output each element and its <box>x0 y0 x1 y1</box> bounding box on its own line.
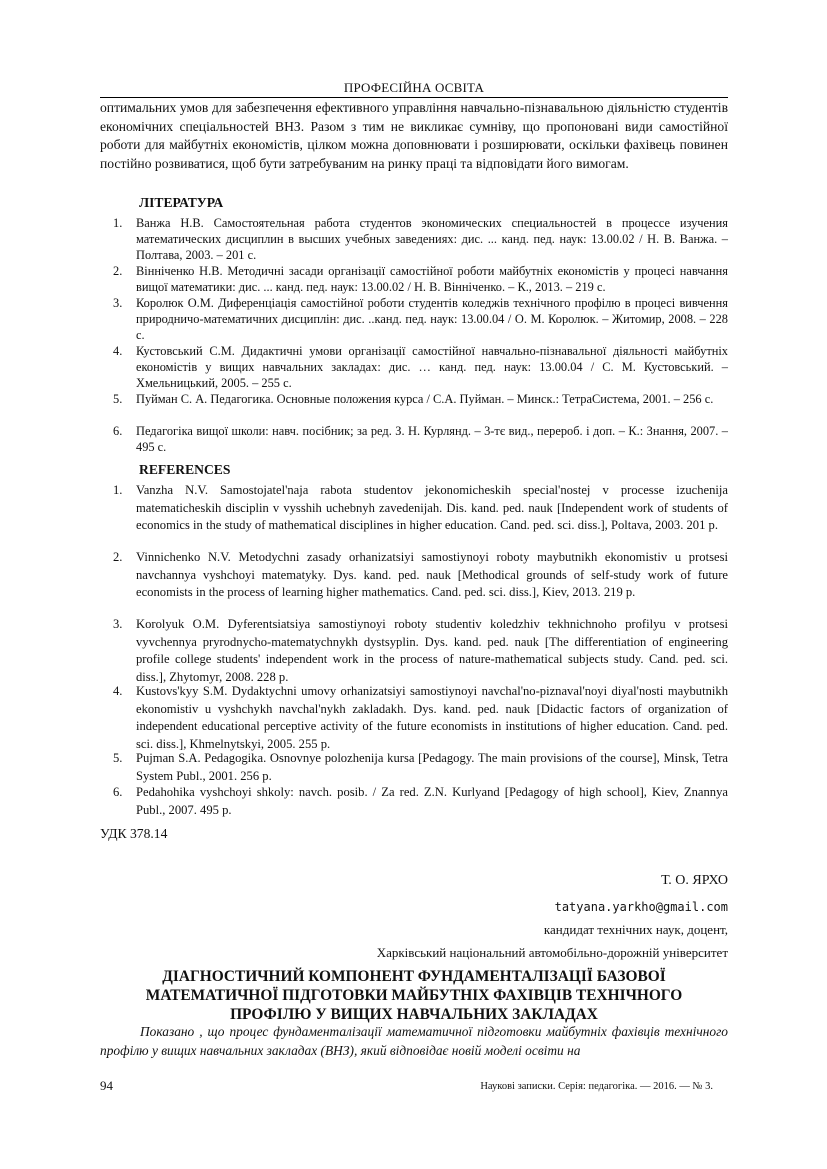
reference-item <box>100 482 728 549</box>
journal-footer: Наукові записки. Серія: педагогіка. — 2016. — № 3. <box>480 1081 713 1092</box>
reference-item-number: 1. <box>113 483 123 497</box>
reference-item-text: Pedahohika vyshchoyi shkoly: navch. posib. / Za red. Z.N. Kurlyand [Pedagogy of high school], Kiev, Znannya Publ., 2007. 495 p. <box>136 785 728 817</box>
literature-item <box>100 263 728 295</box>
page-number: 94 <box>100 1078 113 1093</box>
reference-item-number: 5. <box>113 751 123 765</box>
author-degree: кандидат технічних наук, доцент, <box>543 922 728 937</box>
article-title-line: МАТЕМАТИЧНОЇ ПІДГОТОВКИ МАЙБУТНІХ ФАХІВЦІВ ТЕХНІЧНОГО <box>145 987 683 1004</box>
article-abstract: Показано , що процес фундаменталізації математичної підготовки майбутніх фахівців технічного профілю у вищих навчальних закладах (ВНЗ), який відповідає новій моделі освіти на <box>100 1024 728 1058</box>
reference-item <box>100 750 728 784</box>
reference-item-text: Korolyuk O.M. Dyferentsiatsiya samostiynoyi roboty studentiv koledzhiv tekhnichnoho profilyu v protsesi vyvchennya pryrodnycho-matematychnykh dystsyplin. Dys. kand. ped. nauk [The differentiation of engineering profile college students' independent work in the process of nature-mathematical subjects study. Cand. ped. sci. diss.], Zhytomyr, 2008. 228 p. <box>136 617 728 684</box>
intro-paragraph: оптимальних умов для забезпечення ефективного управління навчально-пізнавальною діяльністю студентів економічних спеціальностей ВНЗ. Разом з тим не викликає сумніву, що пропоновані види самостійної роботи для майбутніх економістів, цілком можна доповнювати і розширювати, оскільки фахівець повинен постійно розвиватися, щоб бути затребуваним на ринку праці та відповідати його вимогам. <box>100 100 728 171</box>
literature-item-number: 4. <box>113 344 123 358</box>
literature-list <box>100 215 728 455</box>
literature-item-text: Королюк О.М. Диференціація самостійної роботи студентів коледжів технічного профілю в процесі вивчення природничо-математичних дисциплін: дис. ..канд. пед. наук: 13.00.04 / О. М. Королюк. – Житомир, 2008. – 228 с. <box>136 296 728 342</box>
literature-item-number: 5. <box>113 392 123 406</box>
literature-item <box>100 343 728 391</box>
literature-item-number: 2. <box>113 264 123 278</box>
literature-item-number: 6. <box>113 424 123 438</box>
author-affiliation: Харківський національний автомобільно-дорожній університет <box>376 945 728 960</box>
literature-heading: ЛІТЕРАТУРА <box>139 195 224 210</box>
literature-item-text: Кустовський С.М. Дидактичні умови організації самостійної навчально-пізнавальної діяльності майбутніх економістів у вищих навчальних закладах: дис. … канд. пед. наук: 13.00.04 / С. М. Кустовський. – Хмельницький, 2005. – 255 с. <box>136 344 728 390</box>
article-title <box>100 967 728 1024</box>
reference-item-number: 4. <box>113 684 123 698</box>
article-title-line: ПРОФІЛЮ У ВИЩИХ НАВЧАЛЬНИХ ЗАКЛАДАХ <box>230 1006 598 1023</box>
header-divider <box>100 97 728 98</box>
author-email[interactable]: tatyana.yarkho@gmail.com <box>554 900 728 914</box>
literature-item-number: 1. <box>113 216 123 230</box>
reference-item-text: Kustovs'kyy S.M. Dydaktychni umovy orhanizatsiyi samostiynoyi navchal'no-piznaval'noyi diyal'nosti maybutnikh ekonomistiv u vyshchykh navchal'nykh zakladakh. Dys. kand. ped. nauk [Didactic factors of organization of independent educational perceptive activity of the future economists in institutions of higher education. Cand. ped. sci. diss.], Khmelnytskyi, 2005. 255 p. <box>136 684 728 751</box>
reference-item <box>100 784 728 818</box>
reference-item-text: Vinnichenko N.V. Metodychni zasady orhanizatsiyi samostiynoyi roboty maybutnikh ekonomistiv u protsesi navchannya vyshchoyi matematyky. Dys. kand. ped. nauk [Methodical grounds of self-study work of future economists in the process of learning higher mathematics. Cand. ped. sci. diss.], Kiev, 2013. 219 p. <box>136 550 728 600</box>
literature-item-text: Пуйман С. А. Педагогика. Основные положения курса / С.А. Пуйман. – Минск.: ТетраСистема, 2001. – 256 с. <box>136 392 714 406</box>
references-list <box>100 482 728 818</box>
literature-item-text: Педагогіка вищої школи: навч. посібник; за ред. З. Н. Курлянд. – 3-тє вид., перероб. і доп. – К.: Знання, 2007. – 495 с. <box>136 424 728 454</box>
running-header: ПРОФЕСІЙНА ОСВІТА <box>343 80 485 95</box>
reference-item-number: 6. <box>113 785 123 799</box>
reference-item <box>100 683 728 750</box>
author-name: Т. О. ЯРХО <box>661 873 728 888</box>
udk-code: УДК 378.14 <box>100 826 168 841</box>
reference-item <box>100 549 728 616</box>
literature-item <box>100 295 728 343</box>
reference-item-text: Pujman S.A. Pedagogika. Osnovnye polozhenija kursa [Pedagogy. The main provisions of the course], Minsk, Tetra System Publ., 2001. 256 p. <box>136 751 728 783</box>
reference-item-number: 2. <box>113 550 123 564</box>
references-heading: REFERENCES <box>139 462 231 477</box>
literature-item <box>100 215 728 263</box>
literature-item-text: Вінніченко Н.В. Методичні засади організації самостійної роботи майбутніх економістів у процесі навчання вищої математики: дис. ... канд. пед. наук: 13.00.02 / Н. В. Вінніченко. – К., 2013. – 219 с. <box>136 264 728 294</box>
literature-item <box>100 391 728 423</box>
literature-item-number: 3. <box>113 296 123 310</box>
article-title-line: ДІАГНОСТИЧНИЙ КОМПОНЕНТ ФУНДАМЕНТАЛІЗАЦІЇ БАЗОВОЇ <box>162 968 666 985</box>
literature-item-text: Ванжа Н.В. Самостоятельная работа студентов экономических специальностей в процессе изучения математических дисциплин в высших учебных заведениях: дис. ... канд. пед. наук: 13.00.02 / Н. В. Ванжа. – Полтава, 2003. – 201 с. <box>136 216 728 262</box>
reference-item-number: 3. <box>113 617 123 631</box>
literature-item <box>100 423 728 455</box>
reference-item-text: Vanzha N.V. Samostojatel'naja rabota studentov jekonomicheskih special'nostej v processe izuchenija matematicheskih disciplin v vysshih uchebnyh zavedenijah. Dis. kand. ped. nauk [Independent work of students of economics in the study of mathematical disciplines in higher education. Cand. ped. sci. diss.], Poltava, 2003. 201 p. <box>136 483 728 533</box>
reference-item <box>100 616 728 683</box>
